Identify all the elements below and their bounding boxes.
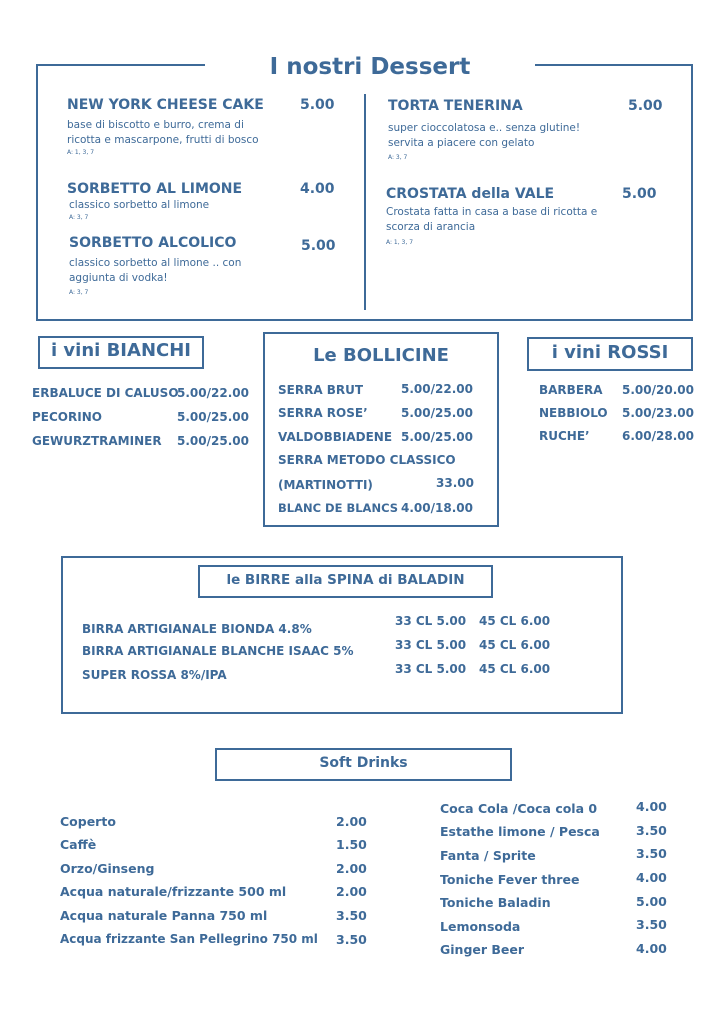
dessert-price: 5.00: [628, 98, 663, 114]
sparkling-name: VALDOBBIADENE: [278, 430, 393, 444]
beer-name: SUPER ROSSA 8%/IPA: [82, 668, 227, 682]
white-wine-price: 5.00/25.00: [177, 434, 249, 448]
red-wine-name: NEBBIOLO: [539, 406, 608, 420]
soft-drink-name: Estathe limone / Pesca: [440, 824, 600, 839]
soft-drink-name: Acqua naturale Panna 750 ml: [60, 908, 268, 923]
beer-large-price: 45 CL 6.00: [479, 662, 551, 676]
sparkling-name: BLANC DE BLANCS: [278, 501, 399, 515]
soft-drink-price: 3.50: [336, 932, 367, 947]
beers-title: le BIRRE alla SPINA di BALADIN: [226, 572, 465, 588]
dessert-name: SORBETTO AL LIMONE: [67, 181, 243, 197]
dessert-desc: Crostata fatta in casa a base di ricotta e: [386, 206, 598, 218]
soft-drink-name: Coperto: [60, 814, 116, 829]
soft-drink-price: 2.00: [336, 861, 367, 876]
red-wine-name: BARBERA: [539, 383, 603, 397]
beer-large-price: 45 CL 6.00: [479, 614, 551, 628]
beer-large-price: 45 CL 6.00: [479, 638, 551, 652]
white-wine-price: 5.00/25.00: [177, 410, 249, 424]
dessert-desc: scorza di arancia: [386, 221, 476, 233]
dessert-desc: classico sorbetto al limone: [69, 199, 210, 211]
soft-drink-name: Toniche Fever three: [440, 872, 580, 887]
dessert-desc: base di biscotto e burro, crema di: [67, 119, 244, 131]
white-wine-name: ERBALUCE DI CALUSO: [32, 386, 179, 400]
sparkling-price: 5.00/25.00: [401, 430, 473, 444]
dessert-price: 5.00: [622, 186, 657, 202]
red-wine-price: 6.00/28.00: [622, 429, 694, 443]
soft-drink-price: 3.50: [636, 846, 667, 861]
soft-drink-name: Acqua frizzante San Pellegrino 750 ml: [60, 932, 318, 946]
dessert-divider: [364, 94, 366, 310]
white-wine-name: PECORINO: [32, 410, 102, 424]
dessert-desc: classico sorbetto al limone .. con: [69, 257, 242, 269]
soft-drink-name: Toniche Baladin: [440, 895, 551, 910]
soft-drink-name: Ginger Beer: [440, 942, 525, 957]
dessert-name: NEW YORK CHEESE CAKE: [67, 97, 264, 113]
dessert-allergens: A: 3, 7: [69, 289, 89, 296]
soft-drink-price: 5.00: [636, 894, 667, 909]
soft-drink-name: Fanta / Sprite: [440, 848, 536, 863]
soft-drink-name: Lemonsoda: [440, 919, 521, 934]
sparkling-title: Le BOLLICINE: [313, 345, 449, 366]
dessert-allergens: A: 1, 3, 7: [386, 239, 414, 246]
dessert-allergens: A: 3, 7: [69, 214, 89, 221]
sparkling-price: 4.00/18.00: [401, 501, 473, 515]
soft-drink-price: 2.00: [336, 814, 367, 829]
sparkling-name: SERRA BRUT: [278, 383, 364, 397]
sparkling-name: SERRA METODO CLASSICO: [278, 453, 456, 467]
beer-small-price: 33 CL 5.00: [395, 638, 467, 652]
soft-drink-name: Orzo/Ginseng: [60, 861, 155, 876]
white-wine-price: 5.00/22.00: [177, 386, 249, 400]
dessert-title: I nostri Dessert: [269, 54, 471, 80]
soft-drink-price: 4.00: [636, 799, 667, 814]
soft-drink-price: 3.50: [636, 917, 667, 932]
sparkling-price: 5.00/25.00: [401, 406, 473, 420]
soft-drink-name: Coca Cola /Coca cola 0: [440, 801, 598, 816]
dessert-allergens: A: 1, 3, 7: [67, 149, 95, 156]
red-wine-price: 5.00/20.00: [622, 383, 694, 397]
red-wine-price: 5.00/23.00: [622, 406, 694, 420]
sparkling-price: 33.00: [436, 476, 474, 490]
soft-drink-price: 3.50: [336, 908, 367, 923]
soft-drink-price: 3.50: [636, 823, 667, 838]
beer-name: BIRRA ARTIGIANALE BIONDA 4.8%: [82, 622, 312, 636]
dessert-name: CROSTATA della VALE: [386, 186, 555, 202]
beer-name: BIRRA ARTIGIANALE BLANCHE ISAAC 5%: [82, 644, 354, 658]
soft-drink-price: 2.00: [336, 884, 367, 899]
soft-drink-name: Acqua naturale/frizzante 500 ml: [60, 884, 287, 899]
sparkling-name: SERRA ROSE’: [278, 406, 368, 420]
white-wine-name: GEWURZTRAMINER: [32, 434, 162, 448]
soft-drink-price: 1.50: [336, 837, 367, 852]
dessert-desc: ricotta e mascarpone, frutti di bosco: [67, 134, 259, 146]
soft-drink-name: Caffè: [60, 837, 97, 852]
dessert-desc: super cioccolatosa e.. senza glutine!: [388, 122, 581, 134]
dessert-name: TORTA TENERINA: [388, 98, 523, 114]
soft-drink-price: 4.00: [636, 941, 667, 956]
beer-small-price: 33 CL 5.00: [395, 614, 467, 628]
dessert-price: 5.00: [300, 97, 335, 113]
sparkling-name: (MARTINOTTI): [278, 478, 373, 492]
red-wine-name: RUCHE’: [539, 429, 590, 443]
dessert-price: 5.00: [301, 238, 336, 254]
sparkling-price: 5.00/22.00: [401, 382, 473, 396]
red-wines-title: i vini ROSSI: [551, 342, 669, 363]
soft-drinks-title: Soft Drinks: [319, 755, 408, 771]
white-wines-title: i vini BIANCHI: [51, 340, 191, 361]
soft-drink-price: 4.00: [636, 870, 667, 885]
dessert-desc: servita a piacere con gelato: [388, 137, 535, 149]
dessert-name: SORBETTO ALCOLICO: [69, 235, 237, 251]
dessert-allergens: A: 3, 7: [388, 154, 408, 161]
dessert-desc: aggiunta di vodka!: [69, 272, 168, 284]
dessert-price: 4.00: [300, 181, 335, 197]
beer-small-price: 33 CL 5.00: [395, 662, 467, 676]
